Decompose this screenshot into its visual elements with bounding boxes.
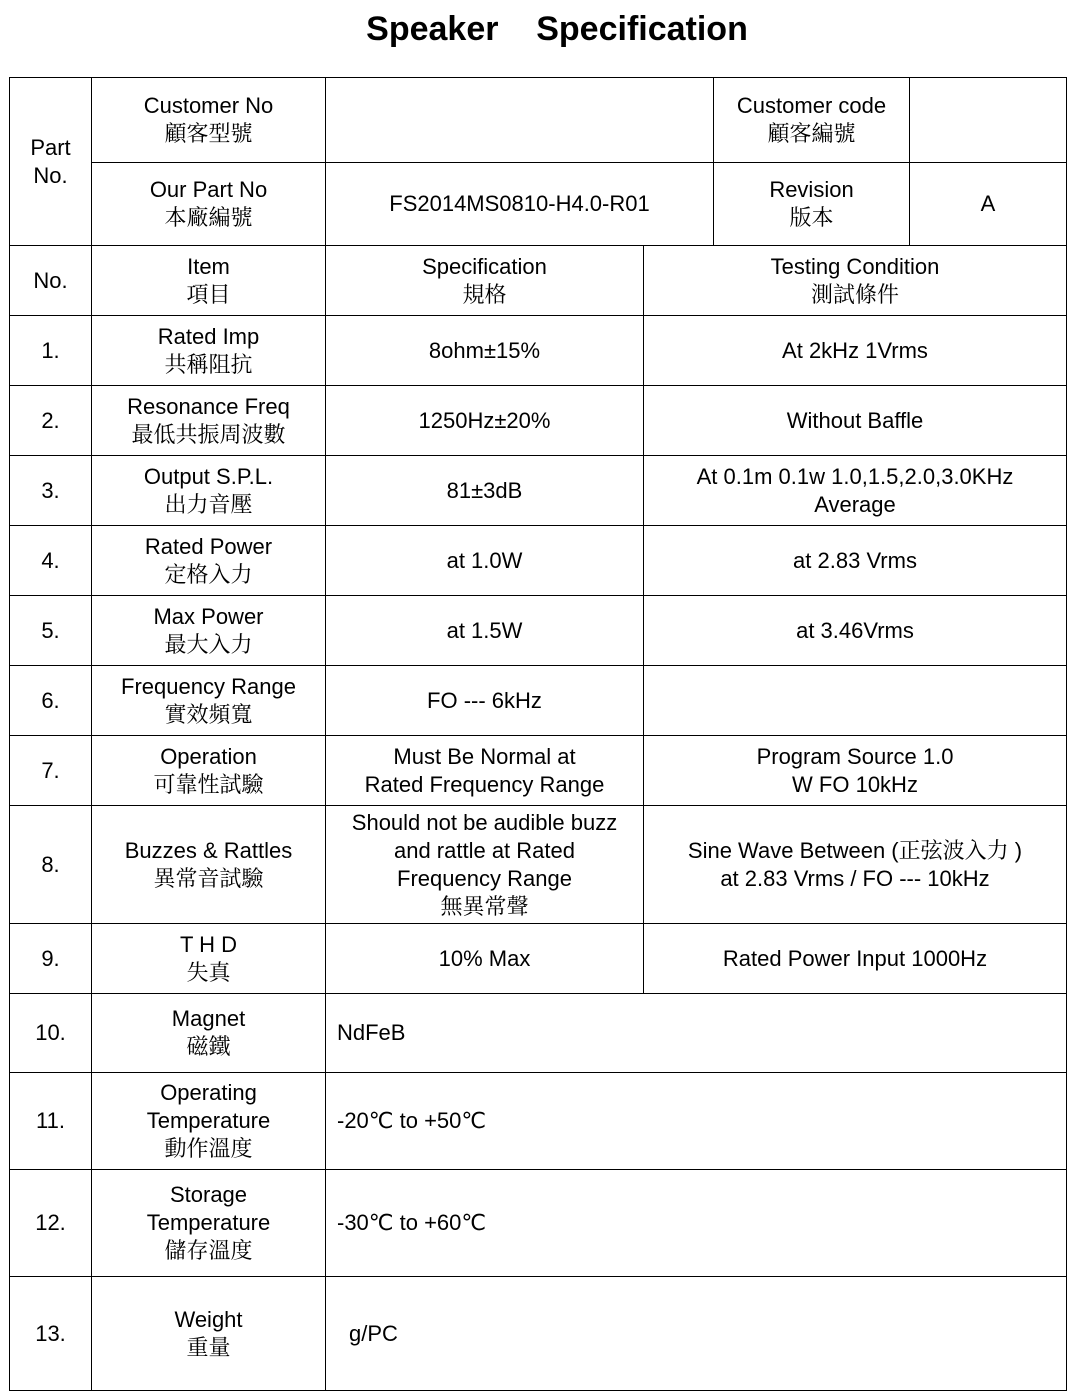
row-testing-condition: Program Source 1.0 W FO 10kHz [644, 736, 1067, 806]
row-testing-condition: at 3.46Vrms [644, 596, 1067, 666]
row-specification: Must Be Normal at Rated Frequency Range [326, 736, 644, 806]
row-specification: at 1.0W [326, 526, 644, 596]
table-row [10, 526, 1067, 596]
column-header-item: Item 項目 [92, 246, 326, 316]
row-specification: at 1.5W [326, 596, 644, 666]
column-header-no: No. [10, 246, 92, 316]
our-part-no-value: FS2014MS0810-H4.0-R01 [326, 163, 714, 246]
row-item: Magnet 磁鐵 [92, 994, 326, 1073]
customer-code-value [910, 78, 1067, 163]
row-value: -20℃ to +50℃ [326, 1073, 1067, 1170]
customer-no-value [326, 78, 714, 163]
row-testing-condition: Without Baffle [644, 386, 1067, 456]
table-row [10, 1170, 1067, 1277]
table-row [10, 316, 1067, 386]
revision-label: Revision 版本 [714, 163, 910, 246]
revision-value: A [910, 163, 1067, 246]
row-item: Resonance Freq 最低共振周波數 [92, 386, 326, 456]
row-item: Frequency Range 實效頻寬 [92, 666, 326, 736]
row-specification: 10% Max [326, 924, 644, 994]
row-testing-condition: Rated Power Input 1000Hz [644, 924, 1067, 994]
row-testing-condition: At 0.1m 0.1w 1.0,1.5,2.0,3.0KHz Average [644, 456, 1067, 526]
row-testing-condition: Sine Wave Between (正弦波入力 ) at 2.83 Vrms / FO --- 10kHz [644, 806, 1067, 924]
row-item: Weight 重量 [92, 1277, 326, 1391]
part-no-label: Part No. [10, 78, 92, 246]
row-number: 2. [10, 386, 92, 456]
row-number: 3. [10, 456, 92, 526]
row-number: 11. [10, 1073, 92, 1170]
table-row [10, 994, 1067, 1073]
row-number: 13. [10, 1277, 92, 1391]
row-item: Buzzes & Rattles 異常音試驗 [92, 806, 326, 924]
document-title: Speaker Specification [366, 10, 748, 48]
table-row [10, 596, 1067, 666]
row-testing-condition [644, 666, 1067, 736]
row-item: Operating Temperature 動作溫度 [92, 1073, 326, 1170]
table-row [10, 386, 1067, 456]
row-number: 9. [10, 924, 92, 994]
table-row [10, 456, 1067, 526]
row-specification: Should not be audible buzz and rattle at Rated Frequency Range 無異常聲 [326, 806, 644, 924]
row-item: Max Power 最大入力 [92, 596, 326, 666]
row-value: g/PC [326, 1277, 1067, 1391]
customer-code-label: Customer code 顧客編號 [714, 78, 910, 163]
column-header-specification: Specification 規格 [326, 246, 644, 316]
row-number: 10. [10, 994, 92, 1073]
table-row [10, 924, 1067, 994]
row-specification: 81±3dB [326, 456, 644, 526]
table-row [10, 1277, 1067, 1391]
row-specification: 1250Hz±20% [326, 386, 644, 456]
header-row-part [10, 163, 1067, 246]
row-item: Output S.P.L. 出力音壓 [92, 456, 326, 526]
row-testing-condition: at 2.83 Vrms [644, 526, 1067, 596]
row-item: Rated Imp 共稱阻抗 [92, 316, 326, 386]
row-testing-condition: At 2kHz 1Vrms [644, 316, 1067, 386]
column-header-testing-condition: Testing Condition 測試條件 [644, 246, 1067, 316]
table-row [10, 666, 1067, 736]
row-item: T H D 失真 [92, 924, 326, 994]
row-number: 6. [10, 666, 92, 736]
row-number: 5. [10, 596, 92, 666]
table-row [10, 1073, 1067, 1170]
header-row-customer [10, 78, 1067, 163]
row-value: NdFeB [326, 994, 1067, 1073]
row-item: Operation 可靠性試驗 [92, 736, 326, 806]
row-specification: 8ohm±15% [326, 316, 644, 386]
table-row [10, 736, 1067, 806]
row-number: 1. [10, 316, 92, 386]
row-item: Storage Temperature 儲存溫度 [92, 1170, 326, 1277]
customer-no-label: Customer No 顧客型號 [92, 78, 326, 163]
row-item: Rated Power 定格入力 [92, 526, 326, 596]
row-number: 7. [10, 736, 92, 806]
row-specification: FO --- 6kHz [326, 666, 644, 736]
column-header-row [10, 246, 1067, 316]
row-number: 8. [10, 806, 92, 924]
row-number: 12. [10, 1170, 92, 1277]
table-row [10, 806, 1067, 924]
specification-table [9, 77, 1067, 1391]
row-number: 4. [10, 526, 92, 596]
row-value: -30℃ to +60℃ [326, 1170, 1067, 1277]
our-part-no-label: Our Part No 本廠編號 [92, 163, 326, 246]
